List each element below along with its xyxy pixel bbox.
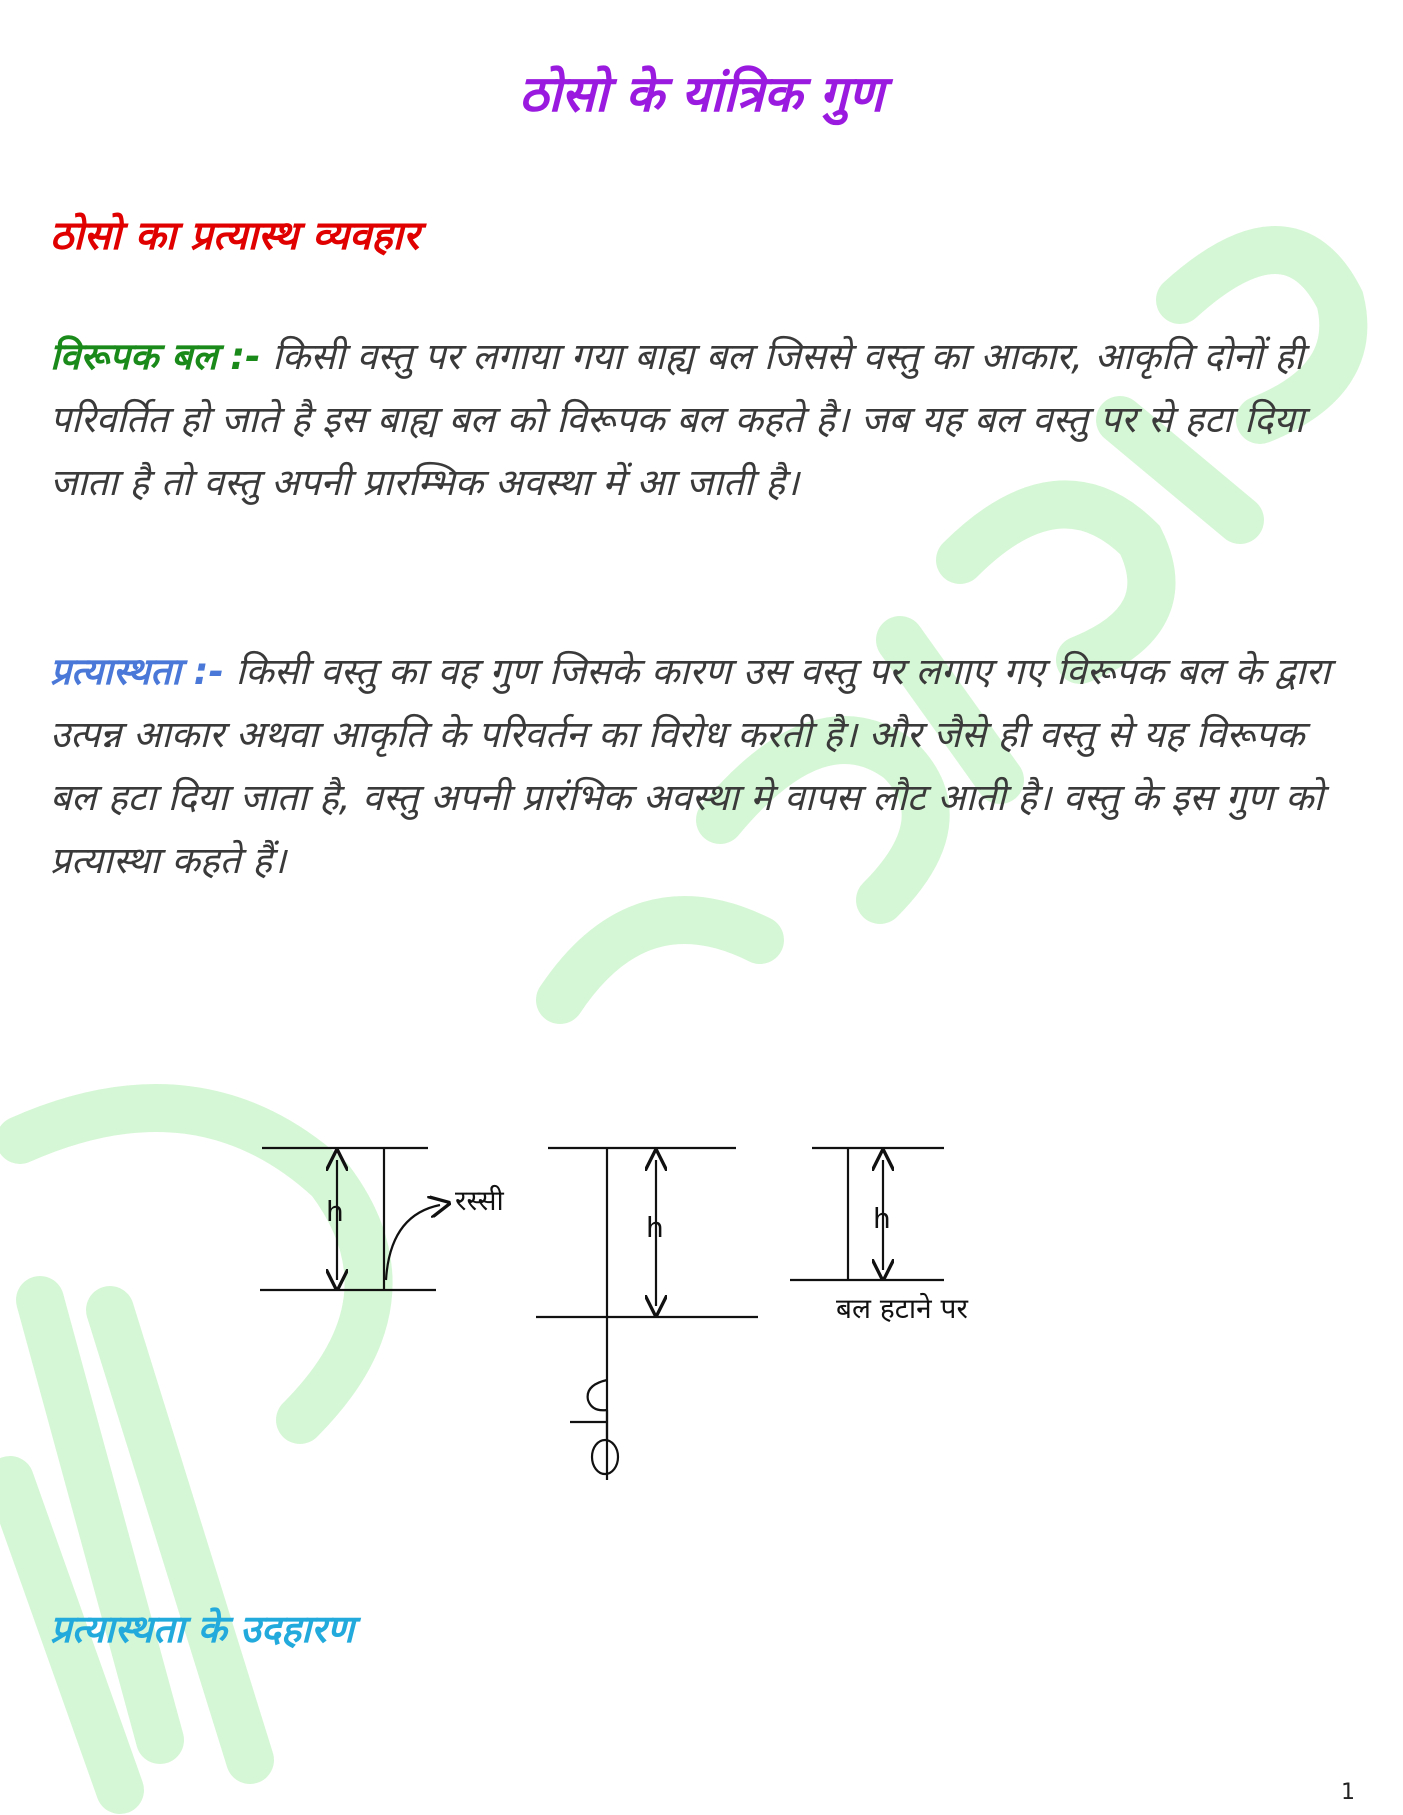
deforming-force-term: विरूपक बल :- [50, 335, 261, 378]
deforming-force-text: किसी वस्तु पर लगाया गया बाह्य बल जिससे वस्तु का आकार, आकृति दोनों ही परिवर्तित हो जाते है इस बाह्य बल को विरूपक बल कहते है। जब यह बल वस्तु पर से हटा दिया जाता है तो वस्तु अपनी प्रारम्भिक अवस्था में आ जाती है। [50, 335, 1305, 504]
page-number: 1 [1341, 1780, 1355, 1805]
rope-label: रस्सी [455, 1184, 504, 1217]
elasticity-term: प्रत्यास्थता :- [50, 650, 224, 693]
page-title: ठोसो के यांत्रिक गुण [519, 65, 884, 123]
figure-stretched-wire [536, 1148, 758, 1480]
h-label-2: h [646, 1211, 664, 1244]
figure-force-removed [790, 1148, 944, 1280]
force-removed-label: बल हटाने पर [836, 1292, 968, 1325]
elasticity-text: किसी वस्तु का वह गुण जिसके कारण उस वस्तु पर लगाए गए विरूपक बल के द्वारा उत्पन्न आकार अथवा आकृति के परिवर्तन का विरोध करती है। और जैसे ही वस्तु से यह विरूपक बल हटा दिया जाता है, वस्तु अपनी प्रारंभिक अवस्था मे वापस लौट आती है। वस्तु के इस गुण को प्रत्यास्था कहते हैं। [50, 650, 1331, 882]
h-label-3: h [873, 1202, 891, 1235]
section-heading-elastic-behaviour: ठोसो का प्रत्यास्थ व्यवहार [50, 213, 420, 259]
h-label-1: h [326, 1195, 344, 1228]
examples-heading: प्रत्यास्थता के उदहारण [50, 1607, 355, 1651]
figure-unstretched-wire [260, 1148, 440, 1290]
